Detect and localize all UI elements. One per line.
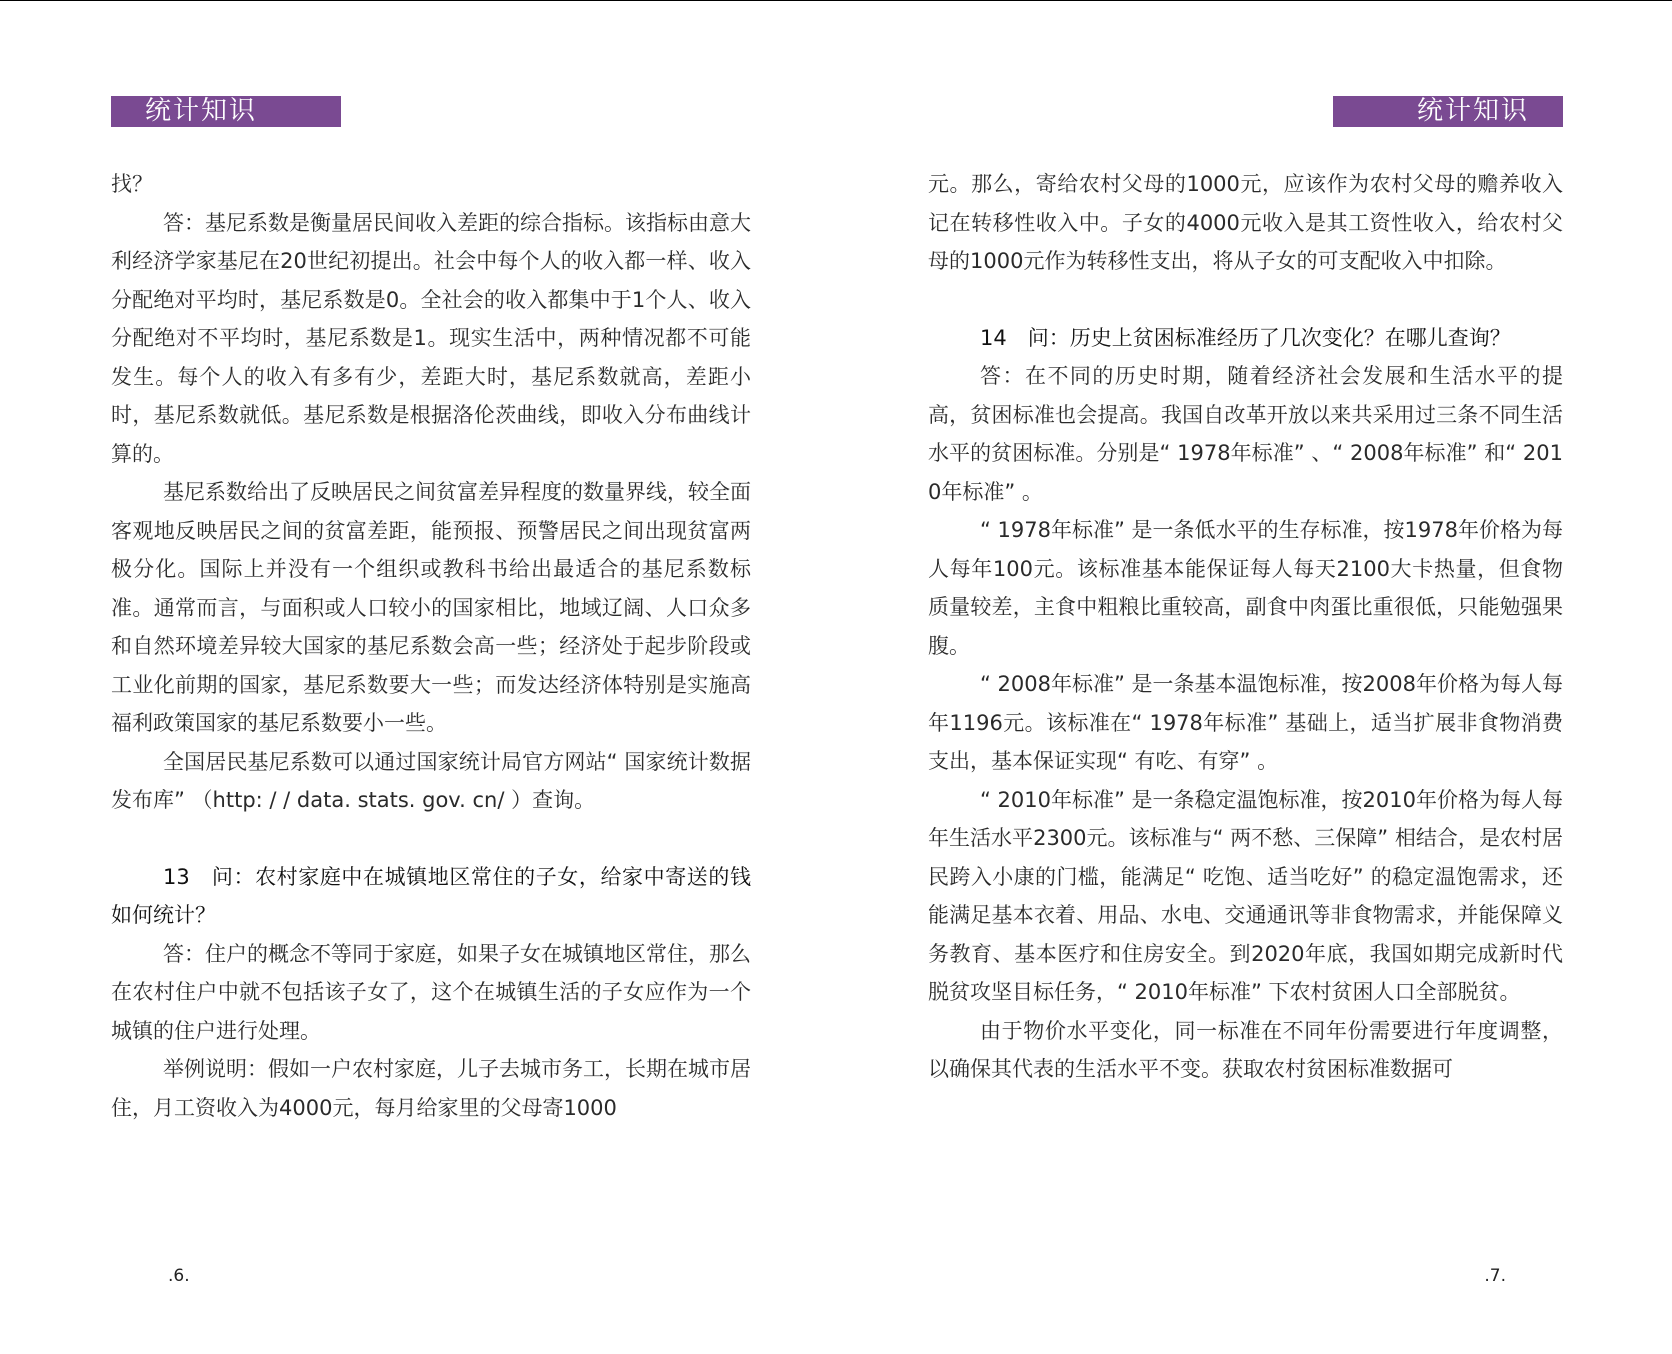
paragraph-gini-definition: 答：基尼系数是衡量居民间收入差距的综合指标。该指标由意大利经济学家基尼在20世纪初提出。社会中每个人的收入都一样、收入分配绝对平均时，基尼系数是0。全社会的收入都集中于1个人、收入分配绝对不平均时，基尼系数是1。现实生活中，两种情况都不可能发生。每个人的收入有多有少，差距大时，基尼系数就高，差距小时，基尼系数就低。基尼系数是根据洛伦茨曲线，即收入分布曲线计算的。	[111, 210, 751, 466]
paragraph-gini-meaning: 基尼系数给出了反映居民之间贫富差异程度的数量界线，较全面客观地反映居民之间的贫富差距，能预报、预警居民之间出现贫富两极分化。国际上并没有一个组织或教科书给出最适合的基尼系数标准。通常而言，与面积或人口较小的国家相比，地域辽阔、人口众多和自然环境差异较大国家的基尼系数会高一些；经济处于起步阶段或工业化前期的国家，基尼系数要大一些；而发达经济体特别是实施高福利政策国家的基尼系数要小一些。	[111, 480, 751, 735]
left-header-title: 统计知识	[111, 96, 341, 127]
page-number-left: .6.	[168, 1266, 190, 1286]
section-gap	[111, 820, 751, 858]
paragraph-example: 举例说明：假如一户农村家庭，儿子去城市务工，长期在城市居住，月工资收入为4000元，每月给家里的父母寄1000	[111, 1057, 751, 1120]
left-page	[111, 1, 751, 1354]
paragraph-example-continued: 元。那么，寄给农村父母的1000元，应该作为农村父母的赡养收入记在转移性收入中。子女的4000元收入是其工资性收入，给农村父母的1000元作为转移性支出，将从子女的可支配收入中扣除。	[928, 172, 1563, 273]
right-page	[928, 1, 1563, 1354]
paragraph-2010-standard: “ 2010年标准” 是一条稳定温饱标准，按2010年价格为每人每年生活水平2300元。该标准与“ 两不愁、三保障” 相结合，是农村居民跨入小康的门槛，能满足“ 吃饱、适当吃好” 的稳定温饱需求，还能满足基本衣着、用品、水电、交通通讯等非食物需求，并能保障义务教育、基本医疗和住房安全。到2020年底，我国如期完成新时代脱贫攻坚目标任务，“ 2010年标准” 下农村贫困人口全部脱贫。	[928, 787, 1563, 1004]
paragraph-answer-14: 答：在不同的历史时期，随着经济社会发展和生活水平的提高，贫困标准也会提高。我国自改革开放以来共采用过三条不同生活水平的贫困标准。分别是“ 1978年标准” 、“ 2008年标准” 和“ 2010年标准” 。	[928, 364, 1563, 504]
paragraph-price-adjustment: 由于物价水平变化，同一标准在不同年份需要进行年度调整，以确保其代表的生活水平不变。获取农村贫困标准数据可	[928, 1018, 1563, 1081]
paragraph-2008-standard: “ 2008年标准” 是一条基本温饱标准，按2008年价格为每人每年1196元。该标准在“ 1978年标准” 基础上，适当扩展非食物消费支出，基本保证实现“ 有吃、有穿” 。	[928, 672, 1563, 773]
paragraph-gini-source: 全国居民基尼系数可以通过国家统计局官方网站“ 国家统计数据发布库” （http: / / data. stats. gov. cn/ ）查询。	[111, 749, 751, 812]
question-13-heading: 13 问：农村家庭中在城镇地区常住的子女，给家中寄送的钱如何统计？	[111, 864, 751, 927]
right-header-title: 统计知识	[1333, 96, 1563, 127]
section-gap	[928, 281, 1563, 319]
question-14-heading: 14 问：历史上贫困标准经历了几次变化？在哪儿查询？	[980, 325, 1511, 350]
page-number-right: .7.	[1484, 1266, 1506, 1286]
paragraph-1978-standard: “ 1978年标准” 是一条低水平的生存标准，按1978年价格为每人每年100元。该标准基本能保证每人每天2100大卡热量，但食物质量较差，主食中粗粮比重较高，副食中肉蛋比重很低，只能勉强果腹。	[928, 518, 1563, 658]
right-body	[928, 165, 1563, 1089]
paragraph-continuation: 找？	[111, 172, 153, 196]
paragraph-answer-13: 答：住户的概念不等同于家庭，如果子女在城镇地区常住，那么在农村住户中就不包括该子女了，这个在城镇生活的子女应作为一个城镇的住户进行处理。	[111, 941, 751, 1043]
left-body	[111, 165, 751, 1127]
